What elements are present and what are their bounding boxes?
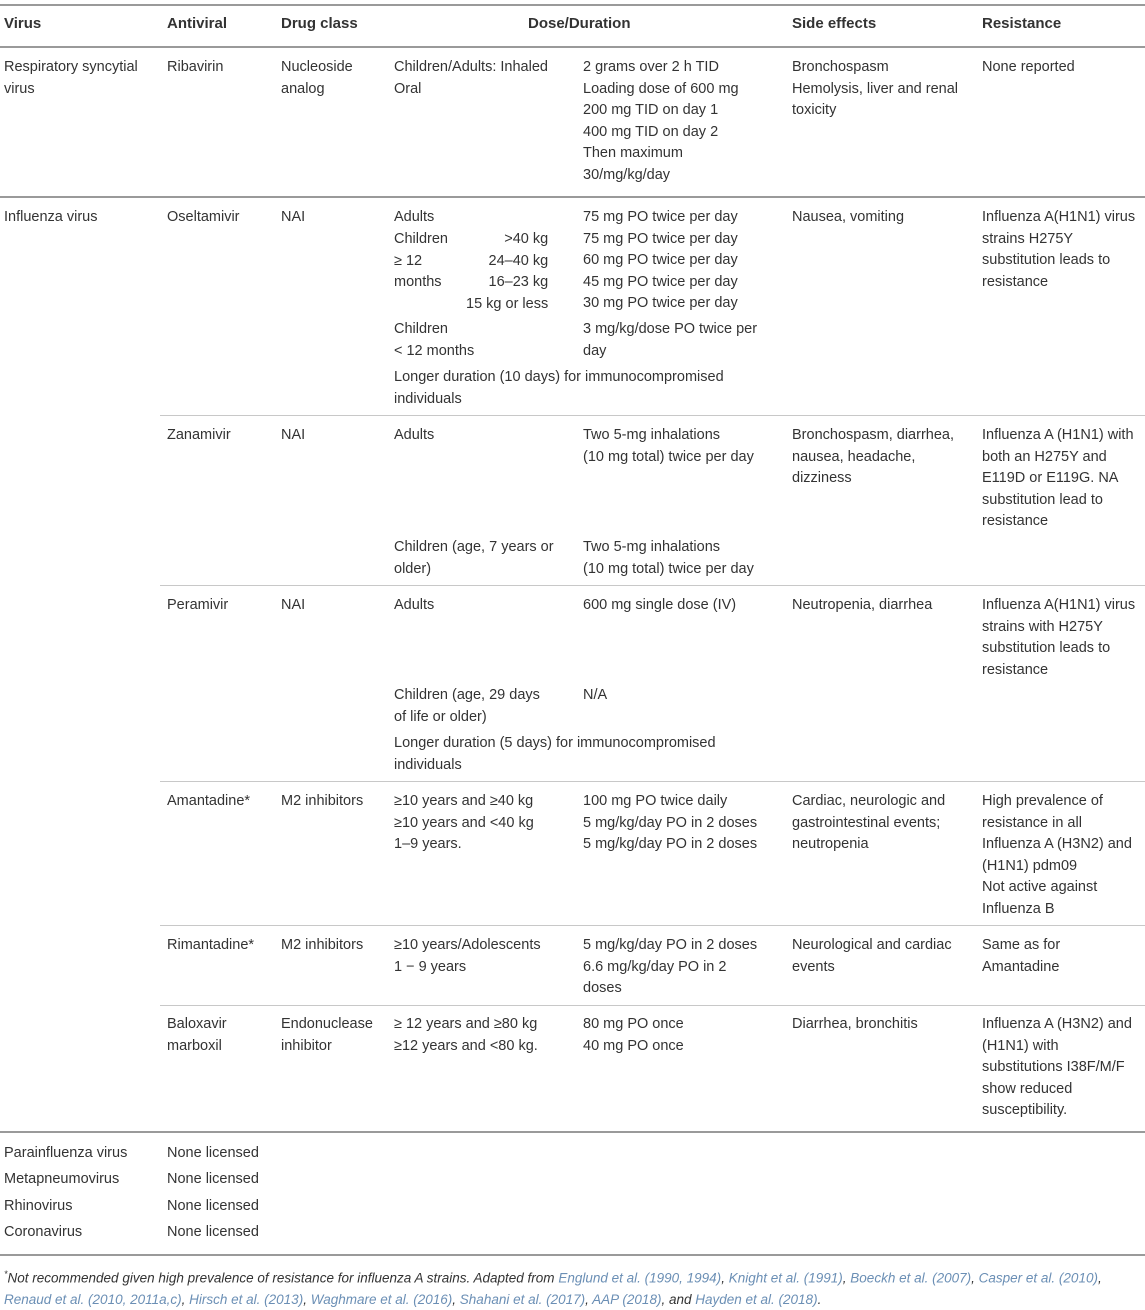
rimantadine-antiviral: Rimantadine* [167,937,255,953]
amantadine-antiviral: Amantadine* [167,793,251,809]
amantadine-dose: 100 mg PO twice daily 5 mg/kg/day PO in 2 doses 5 mg/kg/day PO in 2 doses [583,793,758,852]
amantadine-side-effects: Cardiac, neurologic and gastrointestinal events; neutropenia [792,793,946,852]
rsv-antiviral: Ribavirin [167,59,224,75]
zanamivir-drug-class: NAI [281,427,306,443]
rimantadine-resistance: Same as for Amantadine [982,937,1061,975]
rimantadine-population: ≥10 years/Adolescents 1 − 9 years [394,937,541,975]
other-virus-metapneumovirus: Metapneumovirus [4,1171,120,1187]
other-antiviral-coronavirus: None licensed [167,1224,259,1240]
rsv-population: Children/Adults: Inhaled Oral [394,59,548,97]
oseltamivir-drug-class: NAI [281,209,306,225]
footnote-ref-link[interactable]: AAP (2018) [592,1291,662,1307]
oseltamivir-resistance: Influenza A(H1N1) virus strains H275Y substitution leads to resistance [982,209,1136,290]
baloxavir-drug-class: Endonuclease inhibitor [281,1016,373,1054]
footnote-ref-link[interactable]: Knight et al. (1991) [728,1270,843,1286]
rimantadine-drug-class: M2 inhibitors [281,937,364,953]
peramivir-drug-class: NAI [281,597,306,613]
zanamivir-dose-adults: Two 5-mg inhalations (10 mg total) twice per day [583,427,754,465]
peramivir-pop-adults: Adults [394,597,435,613]
oseltamivir-dose-main: 75 mg PO twice per day 75 mg PO twice per day 60 mg PO twice per day 45 mg PO twice per day 30 mg PO twice per day [583,209,738,311]
oseltamivir-side-effects: Nausea, vomiting [792,209,905,225]
oseltamivir-pop-young: Children < 12 months [394,321,475,359]
header-virus: Virus [4,15,42,32]
other-virus-coronavirus: Coronavirus [4,1224,83,1240]
footnote-ref-link[interactable]: Boeckh et al. (2007) [850,1270,972,1286]
baloxavir-population: ≥ 12 years and ≥80 kg ≥12 years and <80 kg. [394,1016,538,1054]
zanamivir-pop-children: Children (age, 7 years or older) [394,539,554,577]
peramivir-pop-children: Children (age, 29 days of life or older) [394,687,540,725]
bottom-rule [0,1254,1145,1256]
footnote-ref-link[interactable]: Casper et al. (2010) [978,1270,1098,1286]
zanamivir-resistance: Influenza A (H1N1) with both an H275Y and E119D or E119G. NA substitution lead to resistance [982,427,1134,529]
footnote-ref-link[interactable]: Shahani et al. (2017) [459,1291,586,1307]
oseltamivir-antiviral: Oseltamivir [167,209,240,225]
influenza-virus: Influenza virus [4,209,98,225]
footnote-ref-link[interactable]: Englund et al. (1990, 1994) [558,1270,722,1286]
zanamivir-antiviral: Zanamivir [167,427,231,443]
header-resistance: Resistance [982,15,1062,32]
peramivir-dose-children: N/A [583,687,608,703]
table-footnote [4,1264,1142,1310]
top-rule [0,4,1145,6]
baloxavir-resistance: Influenza A (H3N2) and (H1N1) with substitutions I38F/M/F show reduced susceptibility. [982,1016,1132,1118]
footnote-references: Englund et al. (1990, 1994), Knight et al. (1991), Boeckh et al. (2007), Casper et al. (2010), Renaud et al. (2010, 2011a,c), Hirsch et al. (2013), Waghmare et al. (2016), Shahani et al. (2017), AAP (2018), and Hayden et al. (2018). [4,1270,1102,1307]
rimantadine-rule [160,1005,1145,1006]
oseltamivir-pop-adults: Adults [394,209,435,225]
header-dose: Dose/Duration [528,15,631,32]
zanamivir-pop-adults: Adults [394,427,435,443]
rsv-rule [0,196,1145,198]
peramivir-dose-adults: 600 mg single dose (IV) [583,597,737,613]
footnote-ref-link[interactable]: Waghmare et al. (2016) [310,1291,453,1307]
baloxavir-side-effects: Diarrhea, bronchitis [792,1016,918,1032]
amantadine-resistance: High prevalence of resistance in all Influenza A (H3N2) and (H1N1) pdm09 Not active against Influenza B [982,793,1132,917]
footnote-ref-link[interactable]: Renaud et al. (2010, 2011a,c) [4,1291,182,1307]
other-virus-parainfluenza: Parainfluenza virus [4,1145,128,1161]
zanamivir-rule [160,585,1145,586]
rsv-resistance: None reported [982,59,1075,75]
peramivir-resistance: Influenza A(H1N1) virus strains with H275Y substitution leads to resistance [982,597,1136,678]
oseltamivir-note: Longer duration (10 days) for immunocompromised individuals [394,369,724,407]
header-side-effects: Side effects [792,15,877,32]
rsv-side-effects: Bronchospasm Hemolysis, liver and renal toxicity [792,59,959,118]
zanamivir-dose-children: Two 5-mg inhalations (10 mg total) twice per day [583,539,754,577]
amantadine-drug-class: M2 inhibitors [281,793,364,809]
oseltamivir-rule [160,415,1145,416]
rsv-drug-class: Nucleoside analog [281,59,353,97]
rsv-virus: Respiratory syncytial virus [4,59,138,97]
oseltamivir-pop-children: Children ≥ 12 months [394,231,448,290]
footnote-ref-link[interactable]: Hirsch et al. (2013) [189,1291,304,1307]
baloxavir-dose: 80 mg PO once 40 mg PO once [583,1016,684,1054]
oseltamivir-dose-young: 3 mg/kg/dose PO twice per day [583,321,758,359]
footnote-marker: * [4,1269,8,1279]
header-drug-class: Drug class [281,15,358,32]
peramivir-side-effects: Neutropenia, diarrhea [792,597,933,613]
rimantadine-dose: 5 mg/kg/day PO in 2 doses 6.6 mg/kg/day PO in 2 doses [583,937,758,996]
other-antiviral-metapneumovirus: None licensed [167,1171,259,1187]
amantadine-rule [160,925,1145,926]
amantadine-population: ≥10 years and ≥40 kg ≥10 years and <40 kg 1–9 years. [394,793,534,852]
footnote-ref-link[interactable]: Hayden et al. (2018) [695,1291,818,1307]
other-antiviral-parainfluenza: None licensed [167,1145,259,1161]
header-rule [0,46,1145,48]
oseltamivir-weights: >40 kg 24–40 kg 16–23 kg 15 kg or less [466,231,549,312]
header-antiviral: Antiviral [167,15,228,32]
peramivir-antiviral: Peramivir [167,597,229,613]
peramivir-rule [160,781,1145,782]
other-virus-rhinovirus: Rhinovirus [4,1198,73,1214]
influenza-rule [0,1131,1145,1133]
rsv-dose: 2 grams over 2 h TID Loading dose of 600 mg 200 mg TID on day 1 400 mg TID on day 2 Then maximum 30/mg/kg/day [583,59,739,183]
baloxavir-antiviral: Baloxavir marboxil [167,1016,227,1054]
zanamivir-side-effects: Bronchospasm, diarrhea, nausea, headache, dizziness [792,427,954,486]
rimantadine-side-effects: Neurological and cardiac events [792,937,952,975]
other-antiviral-rhinovirus: None licensed [167,1198,259,1214]
footnote-text: Not recommended given high prevalence of resistance for influenza A strains. Adapted from [7,1270,559,1286]
peramivir-note: Longer duration (5 days) for immunocompromised individuals [394,735,716,773]
